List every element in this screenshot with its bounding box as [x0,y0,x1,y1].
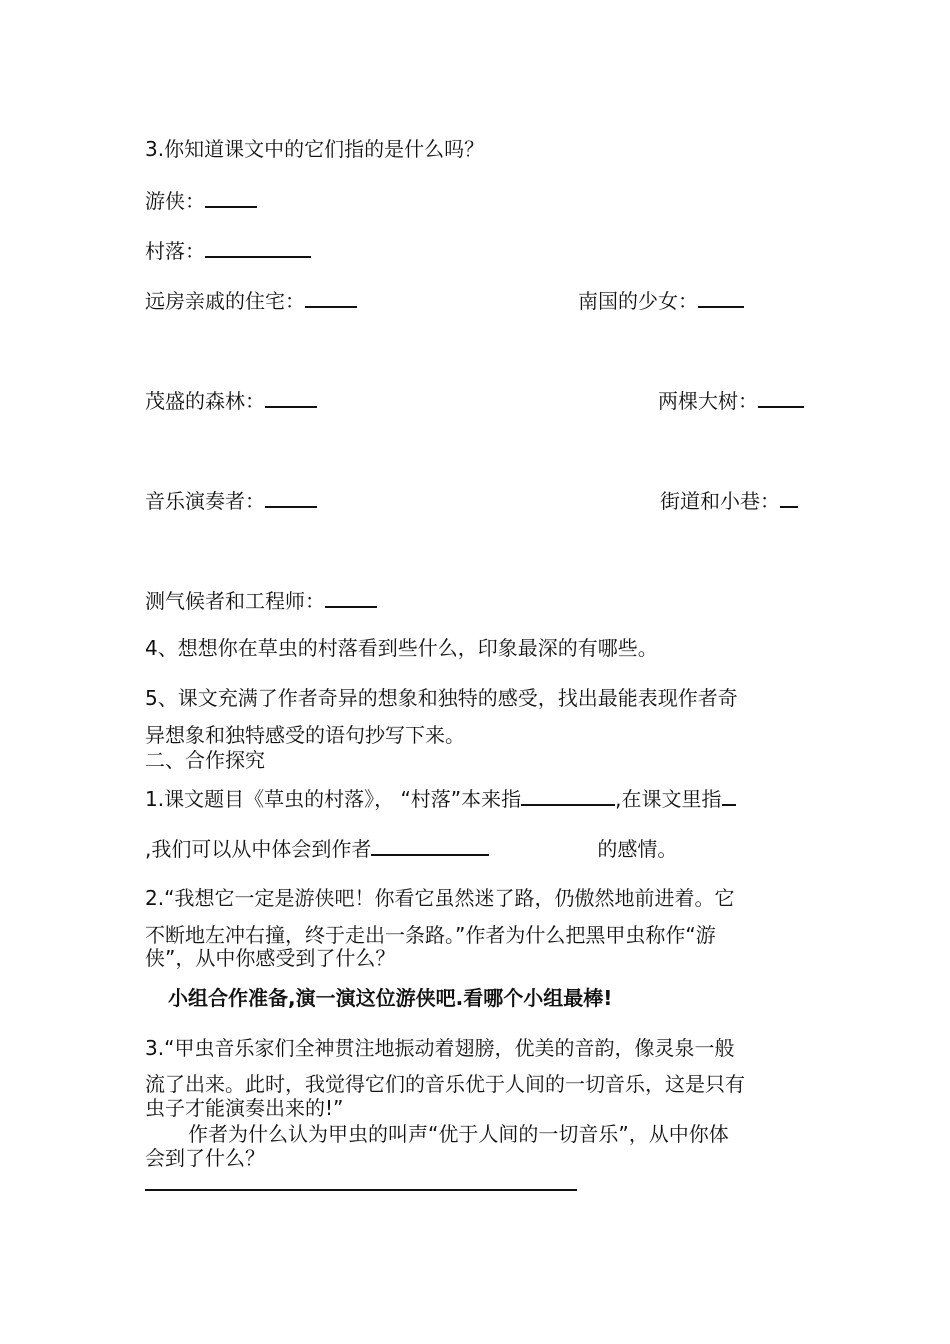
yinyue-row [145,488,317,513]
s2-q1-blank-original[interactable] [521,786,615,806]
question-3-prompt: 3.你知道课文中的它们指的是什么吗？ [145,137,485,161]
maosheng-blank[interactable] [265,388,317,408]
s2-q2-line-1: 2.“我想它一定是游侠吧！你看它虽然迷了路，仍傲然地前进着。它 [145,886,735,910]
ceqi-label: 测气候者和工程师： [145,589,325,613]
youxia-row [145,188,257,213]
yuanfang-label: 远房亲戚的住宅： [145,289,305,313]
s2-q3-line-4: 作者为什么认为甲虫的叫声“优于人间的一切音乐”，从中你体 [188,1122,729,1146]
s2-q1-text-a: 1.课文题目《草虫的村落》， “村落”本来指 [145,787,522,811]
nanguo-blank[interactable] [698,288,744,308]
jiedao-label: 街道和小巷： [660,489,780,513]
s2-q1-text-b: ,在课文里指 [615,787,722,811]
s2-q2-line-3: 侠”，从中你感受到了什么？ [145,946,396,970]
jiedao-blank[interactable] [780,488,798,508]
cunluo-row [145,238,311,263]
s2-q1-line-1 [145,786,736,811]
liangke-blank[interactable] [758,388,804,408]
s2-q1-line-2 [145,836,677,861]
ceqi-row [145,588,377,613]
cunluo-label: 村落： [145,239,205,263]
yinyue-label: 音乐演奏者： [145,489,265,513]
question-5-line-1: 5、课文充满了作者奇异的想象和独特的感受，找出最能表现作者奇 [145,686,738,710]
nanguo-row [578,288,744,313]
s2-q3-line-3: 虫子才能演奏出来的!” [145,1096,344,1120]
s2-q1-text-c: ,我们可以从中体会到作者 [145,837,372,861]
jiedao-row [660,488,798,513]
maosheng-label: 茂盛的森林： [145,389,265,413]
s2-q2-line-2: 不断地左冲右撞，终于走出一条路。”作者为什么把黑甲虫称作“游 [145,923,716,947]
ceqi-blank[interactable] [325,588,377,608]
s2-q3-line-1: 3.“甲虫音乐家们全神贯注地振动着翅膀，优美的音韵，像灵泉一般 [145,1036,735,1060]
group-activity-note: 小组合作准备,演一演这位游侠吧.看哪个小组最棒! [168,986,613,1010]
cunluo-blank[interactable] [205,238,311,258]
yuanfang-blank[interactable] [305,288,357,308]
youxia-blank[interactable] [205,188,257,208]
question-4: 4、想想你在草虫的村落看到些什么，印象最深的有哪些。 [145,636,658,660]
section-2-heading: 二、合作探究 [145,748,265,772]
question-5-line-2: 异想象和独特感受的语句抄写下来。 [145,723,465,747]
yuanfang-row [145,288,357,313]
s2-q1-text-d: 的感情。 [597,837,678,861]
youxia-label: 游侠： [145,189,205,213]
liangke-row [658,388,804,413]
s2-q1-blank-text[interactable] [722,786,736,806]
s2-q1-blank-feeling[interactable] [371,836,489,856]
nanguo-label: 南国的少女： [578,289,698,313]
s2-q3-line-5: 会到了什么？ [145,1146,265,1170]
answer-line[interactable] [145,1189,577,1191]
maosheng-row [145,388,317,413]
liangke-label: 两棵大树： [658,389,758,413]
s2-q3-line-2: 流了出来。此时，我觉得它们的音乐优于人间的一切音乐，这是只有 [145,1072,745,1096]
yinyue-blank[interactable] [265,488,317,508]
